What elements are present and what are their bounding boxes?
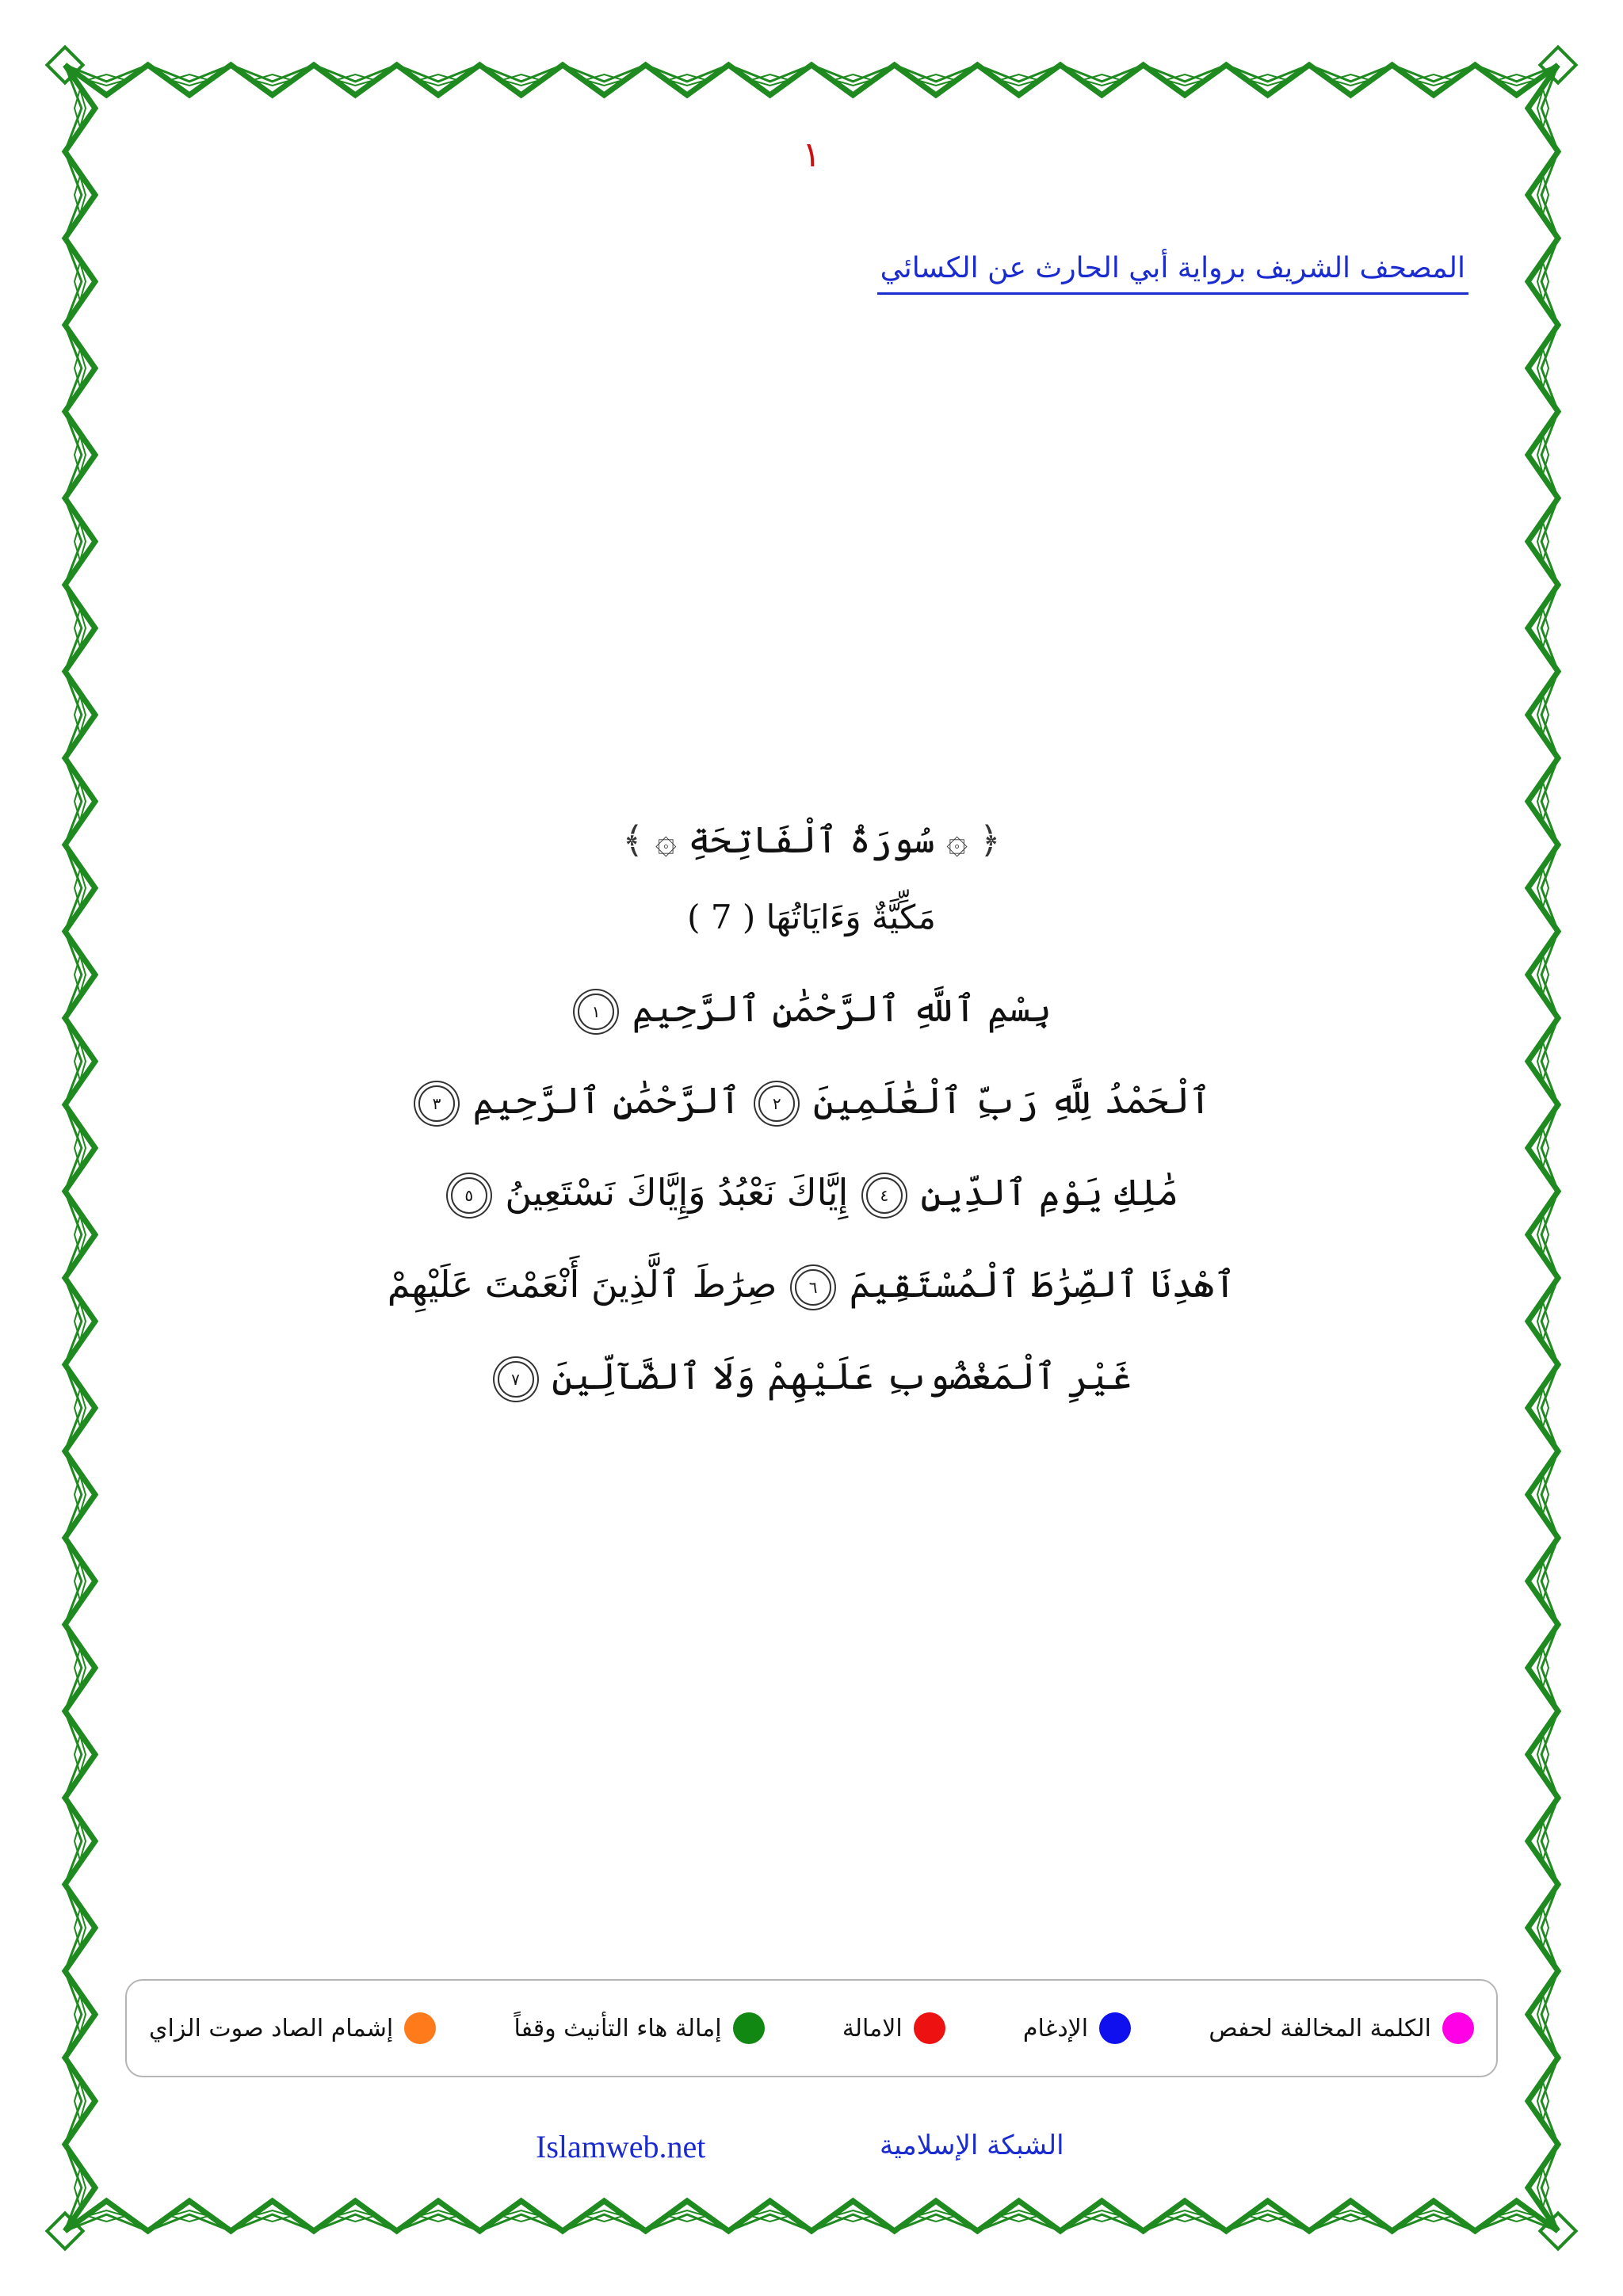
legend-label: إمالة هاء التأنيث وقفاً bbox=[514, 2014, 722, 2042]
surah-info: مَكِّيَّةٌ وَءَايَاتُهَا ( 7 ) bbox=[687, 898, 936, 936]
ayah-line-2 bbox=[238, 1055, 1385, 1146]
ayah-text: إِيَّاكَ نَعْبُدُ وَإِيَّاكَ نَسْتَعِينُ bbox=[505, 1171, 849, 1214]
legend-item-ishmam bbox=[149, 2012, 436, 2044]
ayah-number-marker: ٧ bbox=[498, 1361, 534, 1398]
ayah-line-4 bbox=[238, 1238, 1385, 1330]
ayah-text: بِسْمِ ٱللَّهِ ٱلرَّحْمَٰنِ ٱلرَّحِيمِ bbox=[632, 987, 1052, 1030]
ayah-text: ٱهْدِنَا ٱلصِّرَٰطَ ٱلْمُسْتَقِيمَ bbox=[849, 1263, 1236, 1306]
legend-label: الإدغام bbox=[1022, 2014, 1089, 2042]
ayah-text: مَٰلِكِ يَوْمِ ٱلدِّينِ bbox=[920, 1171, 1179, 1214]
green-dot-icon bbox=[733, 2012, 765, 2044]
surah-name: سُورَةُ ٱلْفَاتِحَةِ bbox=[688, 818, 935, 861]
blue-dot-icon bbox=[1099, 2012, 1131, 2044]
ayah-text: ٱلرَّحْمَٰنِ ٱلرَّحِيمِ bbox=[472, 1079, 741, 1122]
surah-title bbox=[238, 808, 1385, 871]
ayah-line-3 bbox=[238, 1146, 1385, 1238]
red-dot-icon bbox=[914, 2012, 945, 2044]
surah-content bbox=[238, 808, 1385, 1422]
legend-label: الامالة bbox=[842, 2014, 903, 2042]
legend-item-imala bbox=[842, 2012, 945, 2044]
ayah-number-marker: ٦ bbox=[795, 1269, 831, 1306]
ayah-text: صِرَٰطَ ٱلَّذِينَ أَنْعَمْتَ عَلَيْهِمْ bbox=[387, 1263, 777, 1306]
ayah-number-marker: ٤ bbox=[866, 1177, 903, 1214]
ayah-text: ٱلْحَمْدُ لِلَّهِ رَبِّ ٱلْعَٰلَمِينَ bbox=[812, 1079, 1211, 1122]
ayah-number-marker: ٣ bbox=[418, 1085, 455, 1122]
ornament-left-icon: ۞ ﴾ bbox=[622, 818, 677, 861]
legend-item-imala-ta-marbuta bbox=[514, 2012, 764, 2044]
ayah-line-1 bbox=[238, 963, 1385, 1055]
legend-label: الكلمة المخالفة لحفص bbox=[1209, 2014, 1431, 2042]
ayah-number-marker: ٥ bbox=[451, 1177, 487, 1214]
footer-site-link[interactable]: Islamweb.net bbox=[536, 2129, 706, 2164]
ayah-line-5 bbox=[238, 1330, 1385, 1422]
orange-dot-icon bbox=[404, 2012, 436, 2044]
ornament-right-icon: ﴿ ۞ bbox=[946, 818, 1001, 861]
legend-label: إشمام الصاد صوت الزاي bbox=[149, 2014, 394, 2042]
color-legend bbox=[125, 1979, 1498, 2077]
header-title: المصحف الشريف برواية أبي الحارث عن الكسائي bbox=[877, 252, 1468, 295]
footer-org-name: الشبكة الإسلامية bbox=[880, 2130, 1064, 2161]
page-number: ١ bbox=[802, 135, 821, 175]
legend-item-idgham bbox=[1023, 2012, 1131, 2044]
ayah-number-marker: ١ bbox=[578, 994, 614, 1030]
legend-item-hafs-difference bbox=[1209, 2012, 1474, 2044]
magenta-dot-icon bbox=[1442, 2012, 1474, 2044]
ayah-text: غَيْرِ ٱلْمَغْضُوبِ عَلَيْهِمْ وَلَا ٱلضَّآلِّينَ bbox=[552, 1355, 1132, 1398]
ayah-number-marker: ٢ bbox=[758, 1085, 795, 1122]
